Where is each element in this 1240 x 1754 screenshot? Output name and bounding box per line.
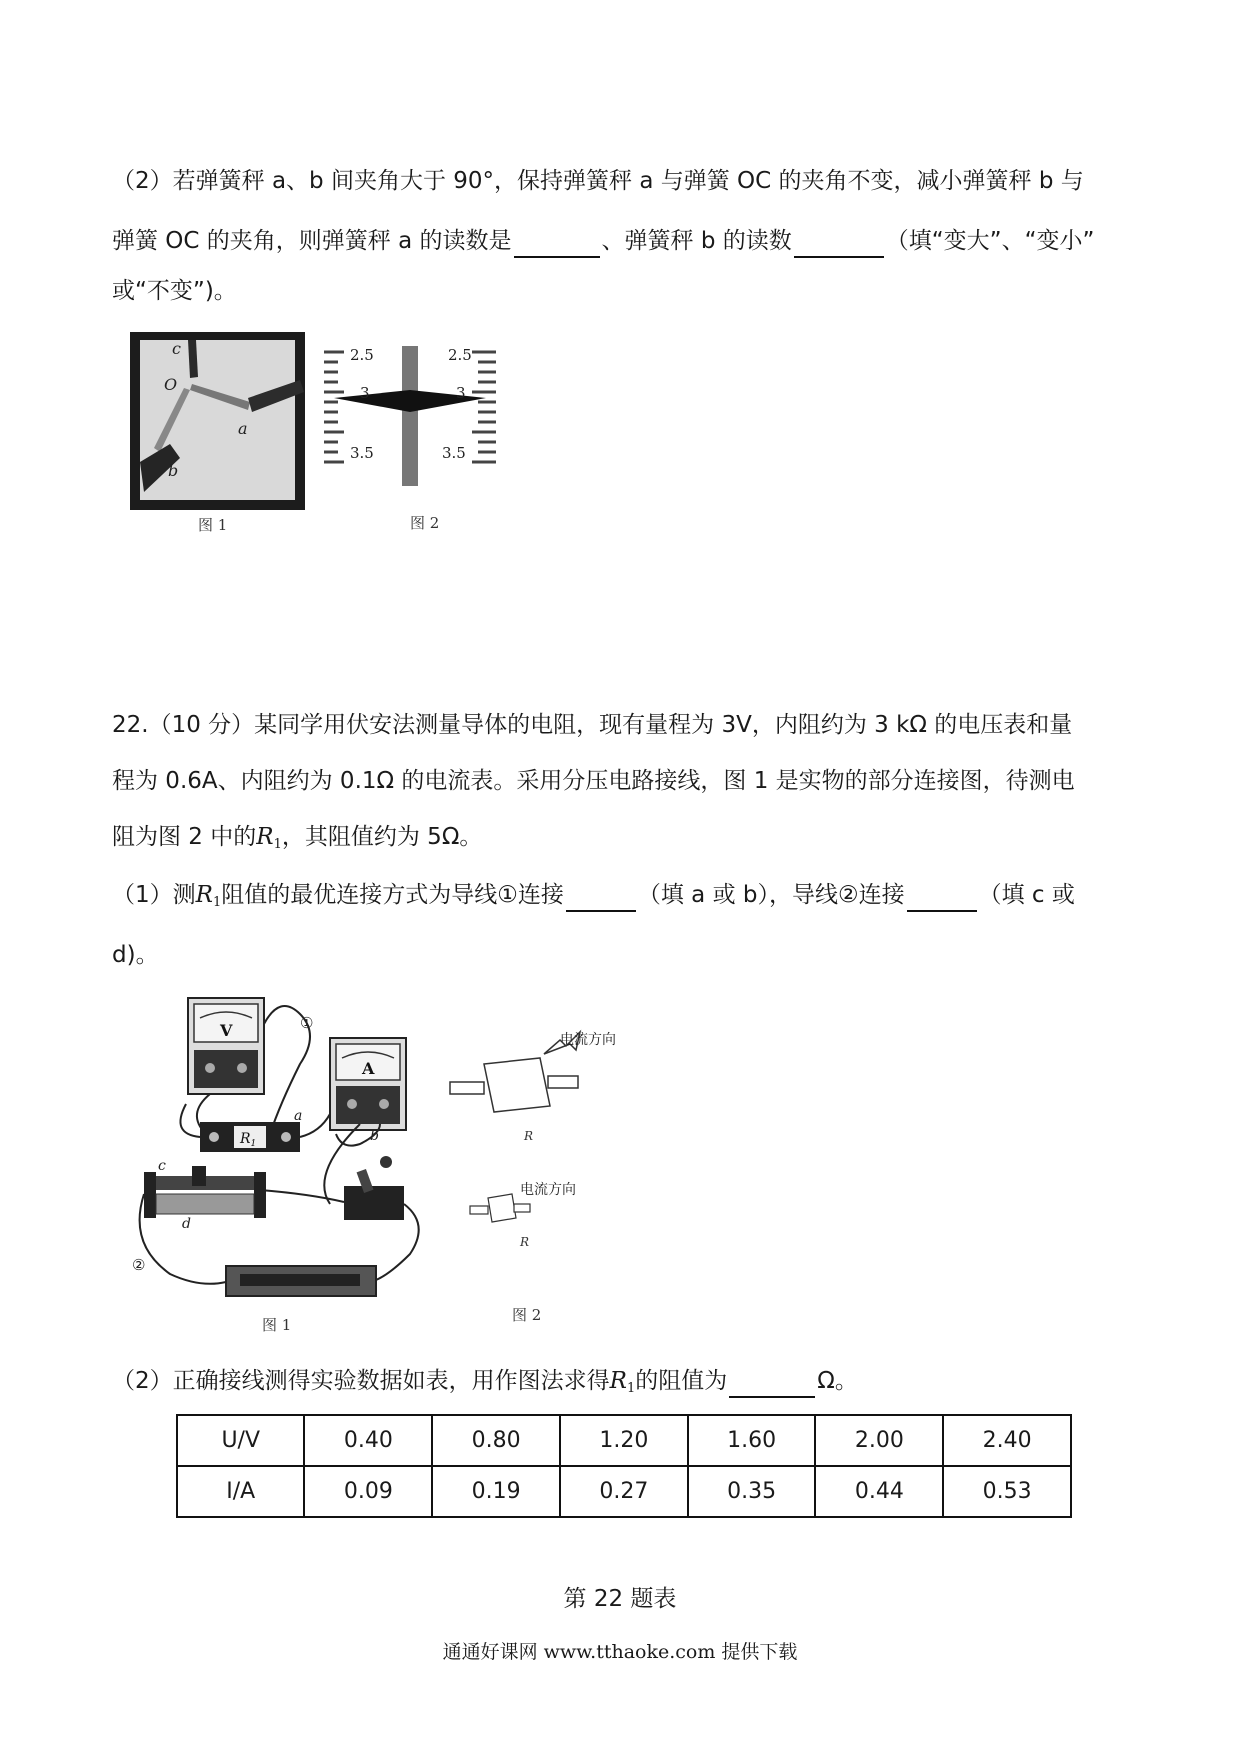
q21-fig1-caption: 图 1	[198, 516, 228, 534]
fig1-label-c: c	[172, 339, 181, 358]
table-cell: 0.40	[304, 1415, 432, 1466]
table-cell: 0.80	[432, 1415, 560, 1466]
q22-p1-a: （1）测	[112, 882, 196, 908]
table-cell: 0.53	[943, 1466, 1071, 1517]
q21-2-line1: （2）若弹簧秤 a、b 间夹角大于 90°，保持弹簧秤 a 与弹簧 OC 的夹角不变，减小弹簧秤 b 与	[112, 168, 1084, 194]
conductor-small	[470, 1194, 530, 1249]
r1-symbol: $R_1$	[609, 1368, 636, 1396]
q21-2-line2-a: 弹簧 OC 的夹角，则弹簧秤 a 的读数是	[112, 228, 512, 254]
answer-blank-wire2[interactable]	[907, 880, 977, 912]
terminal-label-c: c	[158, 1158, 166, 1174]
scale-label-mid-right: 3	[456, 384, 466, 402]
fig1-label-a: a	[238, 419, 248, 438]
q21-2-line3: 或“不变”)。	[112, 278, 237, 304]
resistor-board	[200, 1122, 300, 1152]
conductor-large-r-label: R	[524, 1129, 534, 1143]
answer-blank-wire1[interactable]	[566, 880, 636, 912]
voltmeter	[188, 998, 264, 1094]
q22-line3-a: 阻为图 2 中的	[112, 824, 257, 850]
answer-blank-a-reading[interactable]	[514, 226, 600, 258]
terminal-label-b: b	[370, 1128, 379, 1144]
q22-fig2-caption: 图 2	[512, 1306, 542, 1324]
table-cell: U/V	[177, 1415, 304, 1466]
ammeter-label: A	[362, 1059, 375, 1078]
q21-figure1-photo	[130, 332, 305, 510]
table-cell: I/A	[177, 1466, 304, 1517]
q22-line2: 程为 0.6A、内阻约为 0.1Ω 的电流表。采用分压电路接线，图 1 是实物的部分连接图，待测电	[112, 768, 1075, 794]
voltmeter-label: V	[220, 1021, 233, 1040]
data-table	[176, 1414, 1072, 1518]
conductor-large	[450, 1032, 580, 1143]
fig1-label-o: O	[164, 375, 178, 394]
battery-box	[226, 1266, 376, 1296]
wire1-label: ①	[300, 1014, 314, 1032]
q22-part1-line2: d)。	[112, 942, 159, 968]
q22-line1: 22.（10 分）某同学用伏安法测量导体的电阻，现有量程为 3V，内阻约为 3 kΩ 的电压表和量	[112, 712, 1073, 738]
q22-figure1-circuit	[130, 994, 450, 1314]
q22-p2-c: Ω。	[817, 1368, 858, 1394]
scale-label-top-right: 2.5	[448, 346, 472, 364]
wire2-label: ②	[132, 1256, 146, 1274]
ammeter	[330, 1038, 406, 1130]
terminal-label-d: d	[182, 1216, 191, 1232]
table-row	[177, 1466, 1071, 1517]
table-cell: 1.60	[688, 1415, 816, 1466]
r1-board-label: $R_1$	[240, 1131, 257, 1149]
photo-paper	[140, 340, 295, 500]
q22-figure2-conductors	[440, 1024, 640, 1254]
table-cell: 0.09	[304, 1466, 432, 1517]
table-cell: 1.20	[560, 1415, 688, 1466]
scale-rod	[402, 346, 418, 486]
q22-p1-c: （填 a 或 b），导线②连接	[637, 882, 905, 908]
answer-blank-resistance[interactable]	[729, 1366, 815, 1398]
q22-line3	[112, 822, 482, 860]
table-caption: 第 22 题表	[563, 1586, 677, 1612]
scale-label-bottom-left: 3.5	[350, 444, 374, 462]
q21-2-line2-c: （填“变大”、“变小”	[885, 228, 1095, 254]
q22-p1-b: 阻值的最优连接方式为导线①连接	[221, 882, 564, 908]
table-cell: 0.35	[688, 1466, 816, 1517]
conductor-small-r-label: R	[520, 1235, 530, 1249]
site-footer: 通通好课网 www.tthaoke.com 提供下载	[442, 1641, 798, 1663]
q21-2-line2-b: 、弹簧秤 b 的读数	[601, 228, 792, 254]
q22-line3-b: ，其阻值约为 5Ω。	[281, 824, 483, 850]
terminal-label-a: a	[294, 1108, 303, 1124]
q22-p1-d: （填 c 或	[978, 882, 1075, 908]
table-cell: 0.19	[432, 1466, 560, 1517]
answer-blank-b-reading[interactable]	[794, 226, 884, 258]
q21-fig2-caption: 图 2	[410, 514, 440, 532]
r1-symbol: $R_1$	[256, 824, 282, 852]
q22-fig1-caption: 图 1	[262, 1316, 292, 1334]
current-direction-label-1: 电流方向	[560, 1032, 616, 1048]
table-cell: 0.44	[815, 1466, 943, 1517]
current-direction-label-2: 电流方向	[520, 1182, 576, 1198]
switch	[344, 1156, 404, 1220]
table-cell: 2.40	[943, 1415, 1071, 1466]
q22-part1-line1	[112, 880, 1075, 918]
table-row	[177, 1415, 1071, 1466]
q22-part2	[112, 1366, 858, 1404]
scale-label-mid-left: 3	[360, 384, 370, 402]
q21-figure2-scale	[320, 346, 500, 486]
q22-p2-b: 的阻值为	[635, 1368, 728, 1394]
q22-p2-a: （2）正确接线测得实验数据如表，用作图法求得	[112, 1368, 610, 1394]
fig1-label-b: b	[168, 461, 179, 480]
scale-label-bottom-right: 3.5	[442, 444, 466, 462]
q21-2-line2	[112, 226, 1094, 258]
scale-label-top-left: 2.5	[350, 346, 374, 364]
table-cell: 2.00	[815, 1415, 943, 1466]
table-cell: 0.27	[560, 1466, 688, 1517]
r1-symbol: $R_1$	[195, 882, 222, 910]
